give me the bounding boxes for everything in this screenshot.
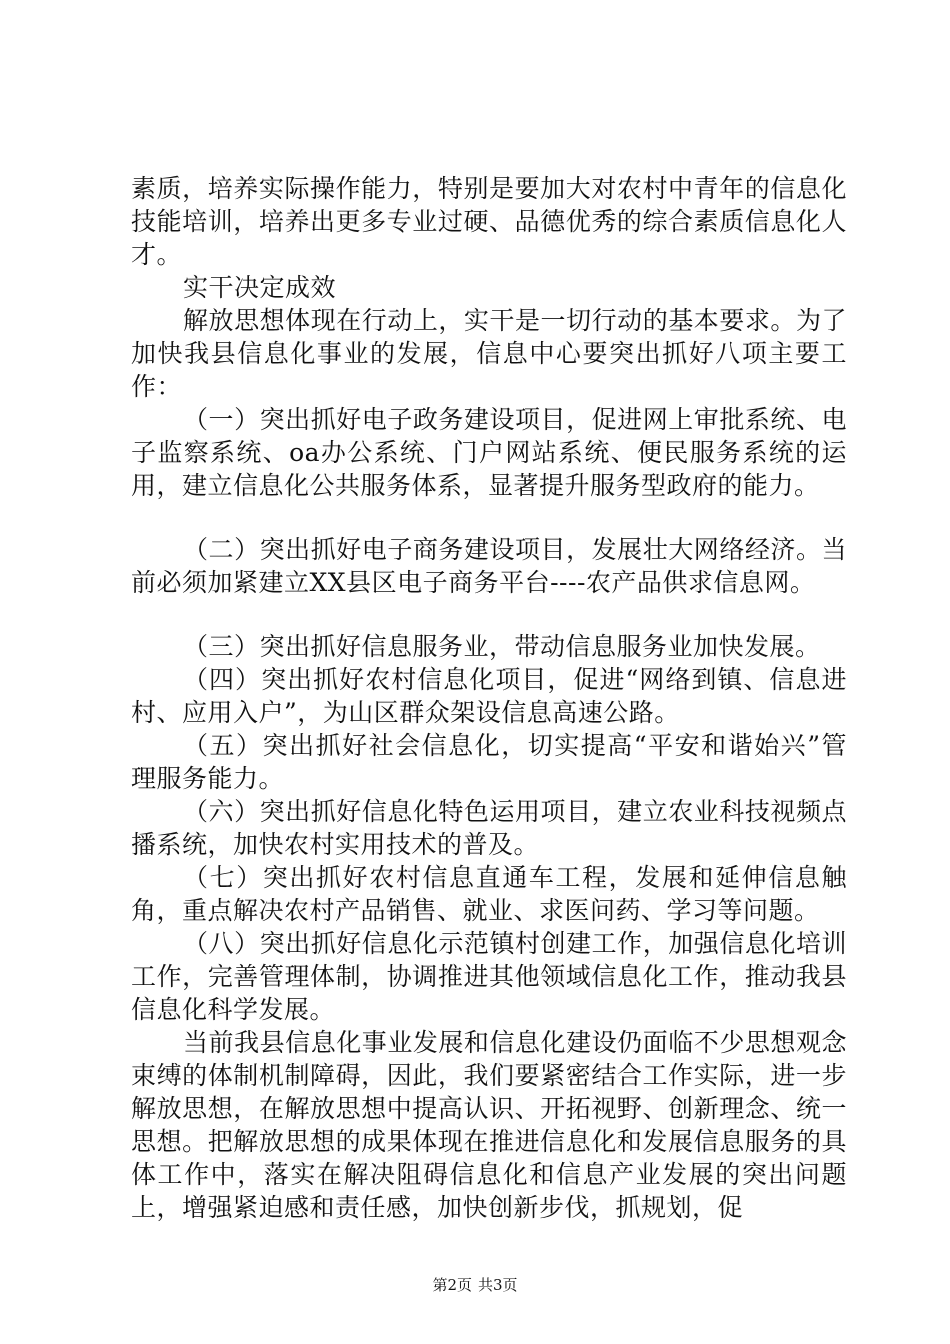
page-footer <box>0 1275 950 1295</box>
paragraph-continuation: 素质，培养实际操作能力，特别是要加大对农村中青年的信息化技能培训，培养出更多专业过硬、品德优秀的综合素质信息化人才。 <box>131 174 847 269</box>
list-item-5: （五）突出抓好社会信息化，切实提高“平安和谐始兴”管理服务能力。 <box>131 731 847 793</box>
page-number: 第2页 <box>432 1276 472 1294</box>
page-total: 共3页 <box>478 1276 518 1294</box>
list-item-2: （二）突出抓好电子商务建设项目，发展壮大网络经济。当前必须加紧建立XX县区电子商务平台----农产品供求信息网。 <box>131 535 847 597</box>
list-item-8: （八）突出抓好信息化示范镇村创建工作，加强信息化培训工作，完善管理体制，协调推进其他领域信息化工作，推动我县信息化科学发展。 <box>131 929 847 1024</box>
list-item-7: （七）突出抓好农村信息直通车工程，发展和延伸信息触角，重点解决农村产品销售、就业、求医问药、学习等问题。 <box>131 863 847 925</box>
section-heading: 实干决定成效 <box>183 273 337 302</box>
list-item-1: （一）突出抓好电子政务建设项目，促进网上审批系统、电子监察系统、oa办公系统、门户网站系统、便民服务系统的运用，建立信息化公共服务体系，显著提升服务型政府的能力。 <box>131 405 847 500</box>
list-item-6: （六）突出抓好信息化特色运用项目，建立农业科技视频点播系统，加快农村实用技术的普及。 <box>131 797 847 859</box>
list-item-4: （四）突出抓好农村信息化项目，促进“网络到镇、信息进村、应用入户”，为山区群众架设信息高速公路。 <box>131 665 847 727</box>
list-item-3: （三）突出抓好信息服务业，带动信息服务业加快发展。 <box>183 632 821 661</box>
paragraph-intro: 解放思想体现在行动上，实干是一切行动的基本要求。为了加快我县信息化事业的发展，信息中心要突出抓好八项主要工作： <box>131 306 847 401</box>
paragraph-conclusion: 当前我县信息化事业发展和信息化建设仍面临不少思想观念束缚的体制机制障碍，因此，我们要紧密结合工作实际，进一步解放思想，在解放思想中提高认识、开拓视野、创新理念、统一思想。把解放思想的成果体现在推进信息化和发展信息服务的具体工作中，落实在解决阻碍信息化和信息产业发展的突出问题上，增强紧迫感和责任感，加快创新步伐，抓规划，促 <box>131 1028 847 1222</box>
document-body <box>131 172 847 1224</box>
